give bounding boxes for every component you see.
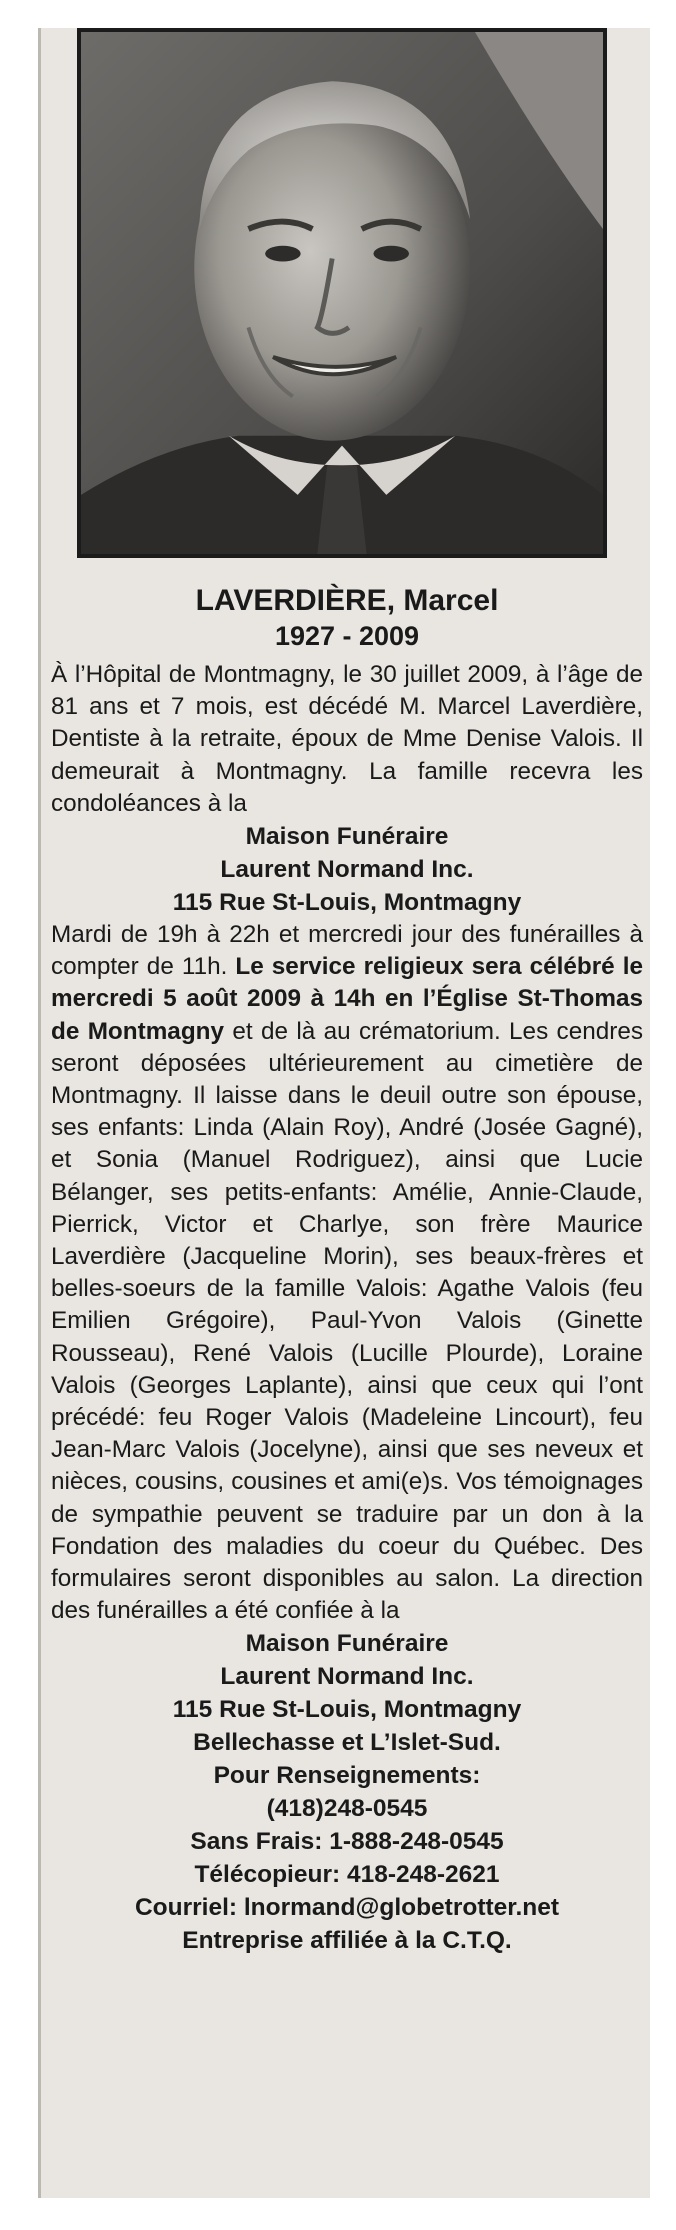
toll-free-number: Sans Frais: 1-888-248-0545 (190, 1828, 504, 1856)
main-paragraph (51, 919, 643, 1627)
funeral-home-name-top: Maison Funéraire (245, 823, 449, 851)
funeral-home-name-bottom: Maison Funéraire (245, 1630, 449, 1658)
obituary-clipping (38, 28, 650, 2198)
deceased-name: LAVERDIÈRE, Marcel (195, 584, 499, 617)
obituary-text (51, 583, 643, 1957)
intro-paragraph: À l’Hôpital de Montmagny, le 30 juillet 2009, à l’âge de 81 ans et 7 mois, est décédé M. Marcel Laverdière, Dentiste à la retraite, époux de Mme Denise Valois. Il demeurait à Montmagny. La famille recevra les condoléances à la (51, 661, 643, 817)
portrait-photo (77, 28, 607, 558)
funeral-home-address-top: 115 Rue St-Louis, Montmagny (172, 889, 522, 917)
portrait-image (81, 32, 603, 554)
funeral-home-address-bottom: 115 Rue St-Louis, Montmagny (172, 1696, 522, 1724)
service-text: Le service religieux sera célébré le mercredi 5 août 2009 à 14h en l’Église St-Thomas de Montmagny (51, 953, 643, 1045)
affiliation-text: Entreprise affiliée à la C.T.Q. (182, 1927, 512, 1955)
funeral-home-company-bottom: Laurent Normand Inc. (220, 1663, 474, 1691)
life-years: 1927 - 2009 (274, 621, 420, 651)
visitation-text: Mardi de 19h à 22h et mercredi jour des funérailles à compter de 11h. (51, 921, 643, 981)
phone-number: (418)248-0545 (266, 1795, 428, 1823)
email-address: Courriel: lnormand@globetrotter.net (134, 1894, 560, 1922)
funeral-home-company-top: Laurent Normand Inc. (220, 856, 474, 884)
funeral-home-region: Bellechasse et L’Islet-Sud. (193, 1729, 501, 1757)
fax-number: Télécopieur: 418-248-2621 (194, 1861, 500, 1889)
info-label: Pour Renseignements: (213, 1762, 481, 1790)
body-text: et de là au crématorium. Les cendres seront déposées ultérieurement au cimetière de Montmagny. Il laisse dans le deuil outre son épouse, ses enfants: Linda (Alain Roy), André (Josée Gagné), et Sonia (Manuel Rodriguez), ainsi que Lucie Bélanger, ses petits-enfants: Amélie, Annie-Claude, Pierrick, Victor et Charlye, son frère Maurice Laverdière (Jacqueline Morin), ses beaux-frères et belles-soeurs de la famille Valois: Agathe Valois (feu Emilien Grégoire), Paul-Yvon Valois (Ginette Rousseau), René Valois (Lucille Plourde), Loraine Valois (Georges Laplante), ainsi que ceux qui l’ont précédé: feu Roger Valois (Madeleine Lincourt), feu Jean-Marc Valois (Jocelyne), ainsi que ses neveux et nièces, cousins, cousines et ami(e)s. Vos témoignages de sympathie peuvent se traduire par un don à la Fondation des maladies du coeur du Québec. Des formulaires seront disponibles au salon. La direction des funérailles a été confiée à la (51, 1017, 643, 1625)
